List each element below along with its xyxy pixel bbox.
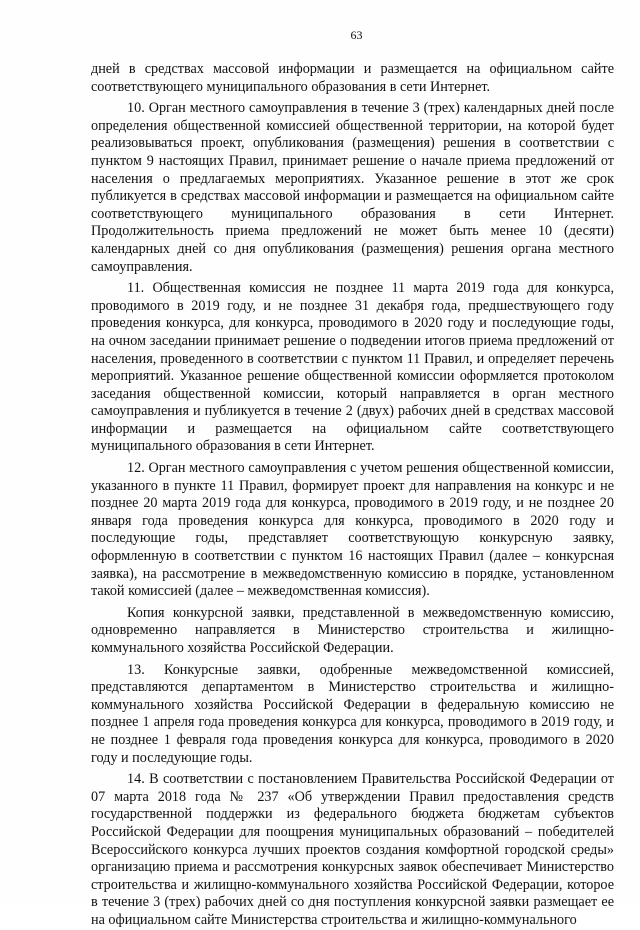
paragraph-item-12-copy: Копия конкурсной заявки, представленной в межведомственную комиссию, одновременно направляется в Министерство строительства и жилищно-коммунального хозяйства Российской Федерации. (91, 604, 614, 656)
page-number: 63 (350, 28, 363, 42)
paragraph-item-12: 12. Орган местного самоуправления с учетом решения общественной комиссии, указанного в пункте 11 Правил, формирует проект для направления на конкурс и не позднее 20 марта 2019 года для конкурса, проводимого в 2019 году, и не позднее 20 января года проведения конкурса для конкурса, проводимого в 2020 году и последующие годы, представляет соответствующую конкурсную заявку, оформленную в соответствии с пунктом 16 настоящих Правил (далее – конкурсная заявка), на рассмотрение в межведомственную комиссию в порядке, установленном такой комиссией (далее – межведомственная комиссия). (91, 460, 614, 600)
paragraph-item-14: 14. В соответствии с постановлением Правительства Российской Федерации от 07 марта 2018 года № 237 «Об утверждении Правил предоставления средств государственной поддержки из федерального бюджета бюджетам субъектов Российской Федерации для поощрения муниципальных образований – победителей Всероссийского конкурса лучших проектов создания комфортной городской среды» организацию приема и рассмотрения конкурсных заявок обеспечивает Министерство строительства и жилищно-коммунального хозяйства Российской Федерации, которое в течение 3 (трех) рабочих дней со дня поступления конкурсной заявки размещает ее на официальном сайте Министерства строительства и жилищно-коммунального (91, 771, 614, 928)
paragraph-continuation: дней в средствах массовой информации и размещается на официальном сайте соответствующего муниципального образования в сети Интернет. (91, 61, 614, 95)
paragraph-item-10: 10. Орган местного самоуправления в течение 3 (трех) календарных дней после определения общественной комиссией общественной территории, на которой будет реализовываться проект, опубликования (размещения) решения в соответствии с пунктом 9 настоящих Правил, принимает решение о начале приема предложений от населения о предлагаемых мероприятиях. Указанное решение в этот же срок публикуется в средствах массовой информации и размещается на официальном сайте соответствующего муниципального образования в сети Интернет. Продолжительность приема предложений не может быть менее 10 (десяти) календарных дней со дня опубликования (размещения) решения органа местного самоуправления. (91, 100, 614, 275)
paragraph-item-13: 13. Конкурсные заявки, одобренные межведомственной комиссией, представляются департаментом в Министерство строительства и жилищно-коммунального хозяйства Российской Федерации в федеральную комиссию не позднее 1 апреля года проведения конкурса для конкурса, проводимого в 2019 году, и не позднее 1 февраля года проведения конкурса для конкурса, проводимого в 2020 году и последующие годы. (91, 661, 614, 766)
paragraph-item-11: 11. Общественная комиссия не позднее 11 марта 2019 года для конкурса, проводимого в 2019 году, и не позднее 31 декабря года, предшествующего году проведения конкурса, для конкурса, проводимого в 2020 году и последующие годы, на очном заседании принимает решение о подведении итогов приема предложений от населения, проведенного в соответствии с пунктом 11 Правил, и определяет перечень мероприятий. Указанное решение общественной комиссии оформляется протоколом заседания общественной комиссии, который направляется в орган местного самоуправления и публикуется в течение 2 (двух) рабочих дней в средствах массовой информации и размещается на официальном сайте соответствующего муниципального образования в сети Интернет. (91, 280, 614, 455)
